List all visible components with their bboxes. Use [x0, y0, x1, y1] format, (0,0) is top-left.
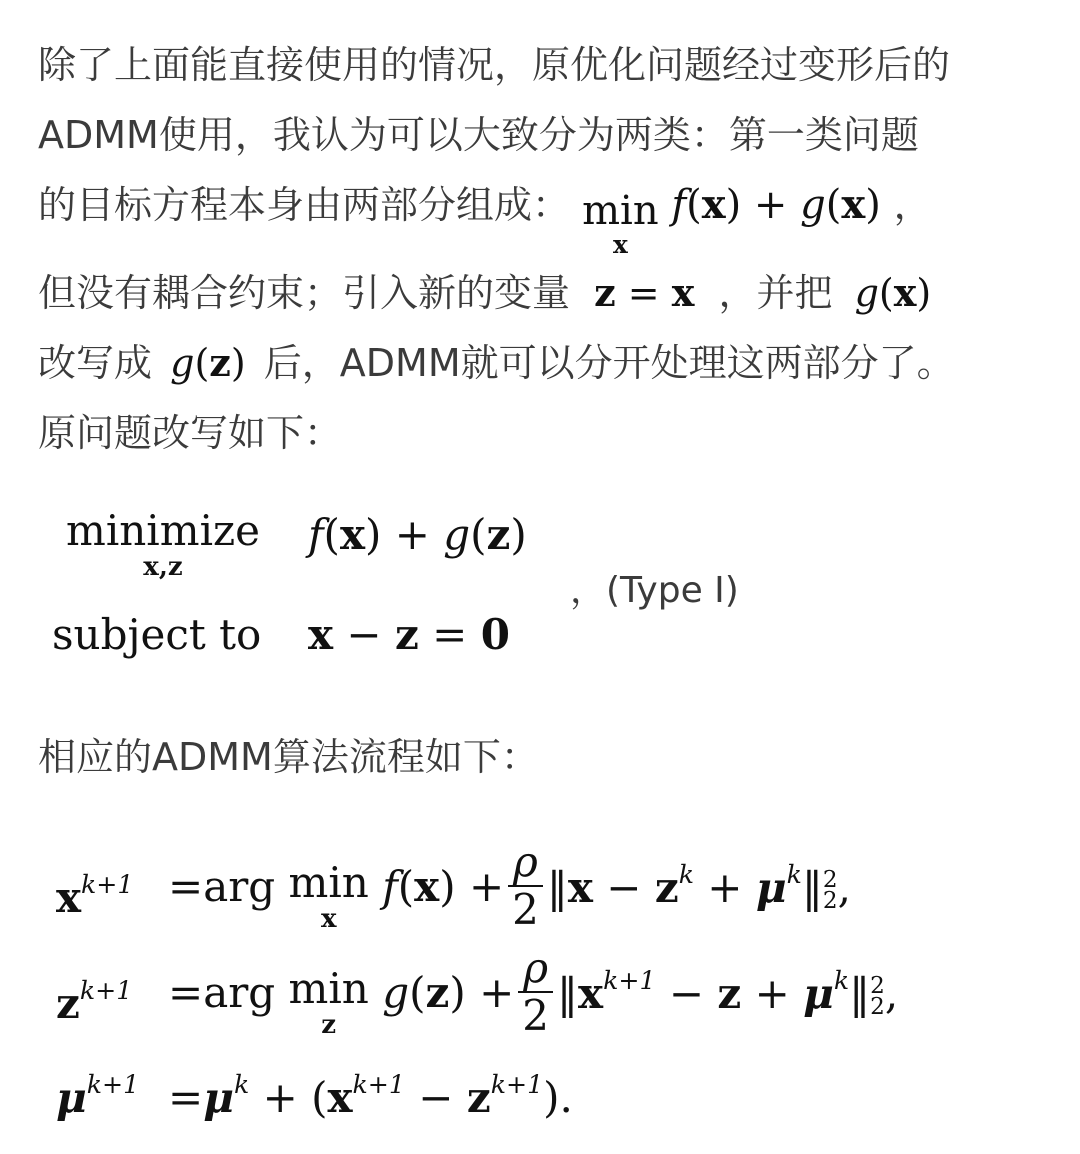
intro-paragraph [38, 30, 1048, 468]
type-label: ，(Type I) [570, 570, 739, 611]
algorithm-intro: 相应的ADMM算法流程如下： [38, 735, 539, 779]
x-update-rhs: =arg min x f(x) + $\frac{\rho}{2}$ ‖x − $z^k$ + $\mu^k‖$ 2 2 , [168, 837, 851, 935]
inline-gx: g(x) [854, 269, 932, 315]
intro-line-4-b: ，并把 [718, 270, 833, 315]
intro-line-1: 除了上面能直接使用的情况，原优化问题经过变形后的 [38, 43, 951, 87]
intro-line-3 [38, 170, 1048, 258]
min-operator: min x [582, 188, 659, 259]
intro-line-5-b: 后，ADMM就可以分开处理这两部分了。 [263, 340, 955, 385]
z-update-lhs: $z^{k+1}$ [56, 976, 133, 1028]
inline-gz: g(z) [170, 339, 246, 385]
mu-update-rhs: $=\mu^k + (x^{k+1} - z^{k+1})$. [168, 1070, 573, 1122]
intro-line-4 [38, 258, 1048, 328]
intro-line-2: ADMM使用，我认为可以大致分为两类：第一类问题 [38, 113, 919, 157]
admm-updates [56, 837, 1036, 1140]
intro-line-3-text: 的目标方程本身由两部分组成： [38, 183, 571, 227]
problem-constraint: x − z = 0 [308, 610, 510, 659]
x-update-lhs: $x^{k+1}$ [56, 870, 134, 922]
inline-var-eq: z = x [594, 269, 695, 315]
intro-line-6: 原问题改写如下： [38, 410, 343, 455]
inline-objective-math: min x f(x) + g(x) [582, 181, 894, 259]
intro-line-3-tail: ， [893, 183, 932, 227]
problem-formulation [52, 506, 852, 670]
intro-line-5 [38, 328, 1048, 398]
constraint-label: subject to [52, 610, 262, 659]
mu-update-lhs: $\mu^{k+1}$ [56, 1070, 140, 1122]
z-update-rhs: =arg min z g(z) + $\frac{\rho}{2}$ $‖x^{k+1} - z$ + $\mu^k‖$ 2 2 , [168, 943, 899, 1041]
problem-row-objective [66, 506, 260, 582]
intro-line-4-a: 但没有耦合约束；引入新的变量 [38, 270, 571, 315]
problem-objective: f(x) + g(z) [308, 510, 527, 559]
minimize-operator: minimize x,z [66, 506, 260, 582]
intro-line-5-a: 改写成 [38, 340, 153, 385]
